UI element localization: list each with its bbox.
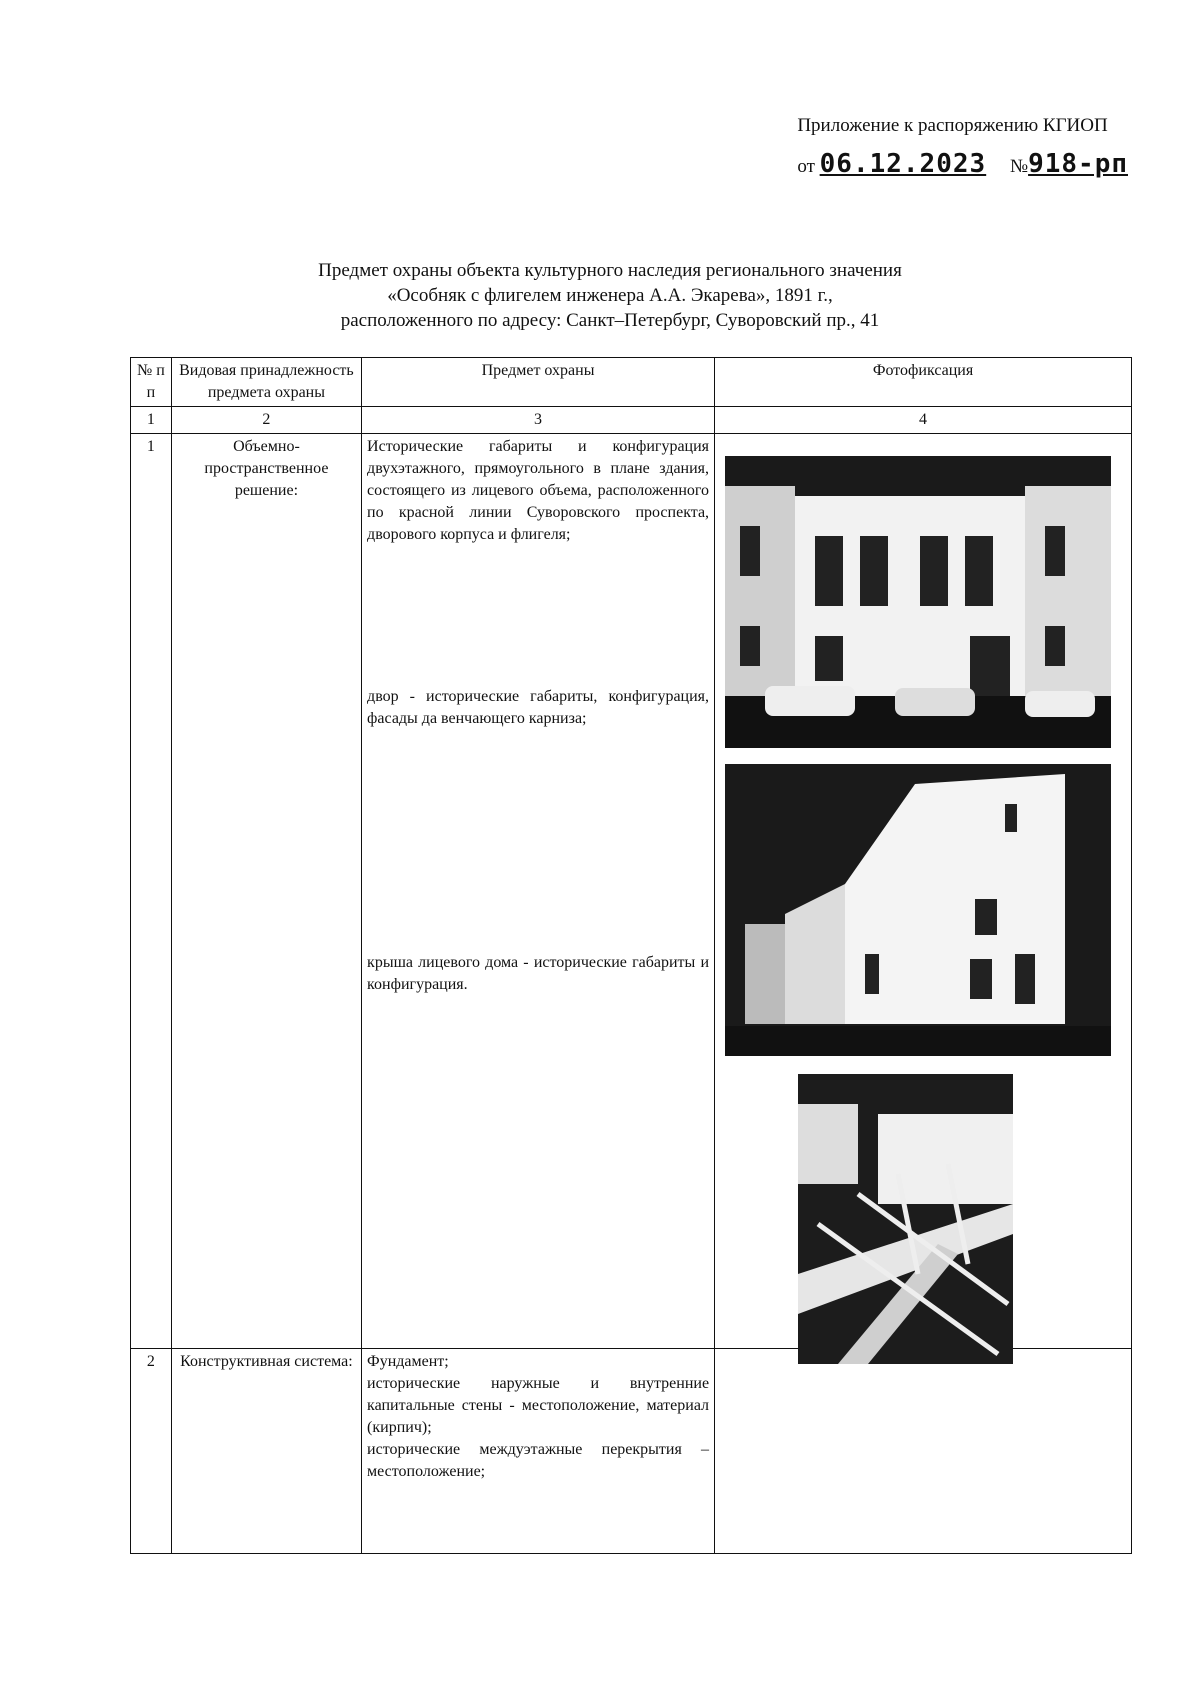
appendix-line: Приложение к распоряжению КГИОП: [797, 115, 1108, 136]
col-number: 2: [171, 407, 361, 434]
header-num: № п п: [131, 358, 172, 407]
col-number: 3: [362, 407, 715, 434]
protection-subject-table: [130, 357, 1132, 1554]
header-photo: Фотофиксация: [715, 358, 1132, 407]
subject-paragraph: двор - исторические габариты, конфигурация, фасады да венчающего карниза;: [367, 688, 710, 727]
document-title: [120, 258, 1100, 333]
from-label: от: [797, 156, 815, 177]
row-subject: [362, 1349, 715, 1554]
row-type: Объемно-пространственное решение:: [171, 434, 361, 1349]
table-row: [131, 1349, 1132, 1554]
number-label: №: [1009, 156, 1029, 177]
column-number-row: [131, 407, 1132, 434]
facade-photo: [725, 456, 1111, 748]
row-photos: [715, 1349, 1132, 1554]
row-number: 2: [131, 1349, 172, 1554]
courtyard-photo: [725, 764, 1111, 1056]
row-subject: [362, 434, 715, 1349]
title-line: Предмет охраны объекта культурного наследия регионального значения: [318, 260, 902, 281]
subject-paragraph: крыша лицевого дома - исторические габариты и конфигурация.: [367, 954, 710, 993]
order-date: 06.12.2023: [819, 149, 987, 179]
subject-paragraph: исторические междуэтажные перекрытия – местоположение;: [367, 1441, 710, 1480]
row-number: 1: [131, 434, 172, 1349]
roof-photo: [798, 1074, 1013, 1364]
subject-paragraph: исторические наружные и внутренние капитальные стены - местоположение, материал (кирпич);: [367, 1375, 710, 1436]
header-row: [131, 358, 1132, 407]
col-number: 4: [715, 407, 1132, 434]
header-subject: Предмет охраны: [362, 358, 715, 407]
row-type: Конструктивная система:: [171, 1349, 361, 1554]
order-number: 918-рп: [1028, 149, 1128, 179]
row-photos: [715, 434, 1132, 1349]
title-line: «Особняк с флигелем инженера А.А. Экарева», 1891 г.,: [387, 285, 833, 306]
subject-paragraph: Фундамент;: [367, 1353, 449, 1370]
col-number: 1: [131, 407, 172, 434]
title-line: расположенного по адресу: Санкт–Петербург, Суворовский пр., 41: [340, 310, 880, 331]
order-reference: [797, 149, 1128, 179]
subject-paragraph: Исторические габариты и конфигурация двухэтажного, прямоугольного в плане здания, состоящего из лицевого объема, расположенного по красной линии Суворовского проспекта, дворового корпуса и флигеля;: [367, 438, 710, 543]
table-row: [131, 434, 1132, 1349]
appendix-header: [797, 115, 1128, 179]
header-type: Видовая принадлежность предмета охраны: [171, 358, 361, 407]
